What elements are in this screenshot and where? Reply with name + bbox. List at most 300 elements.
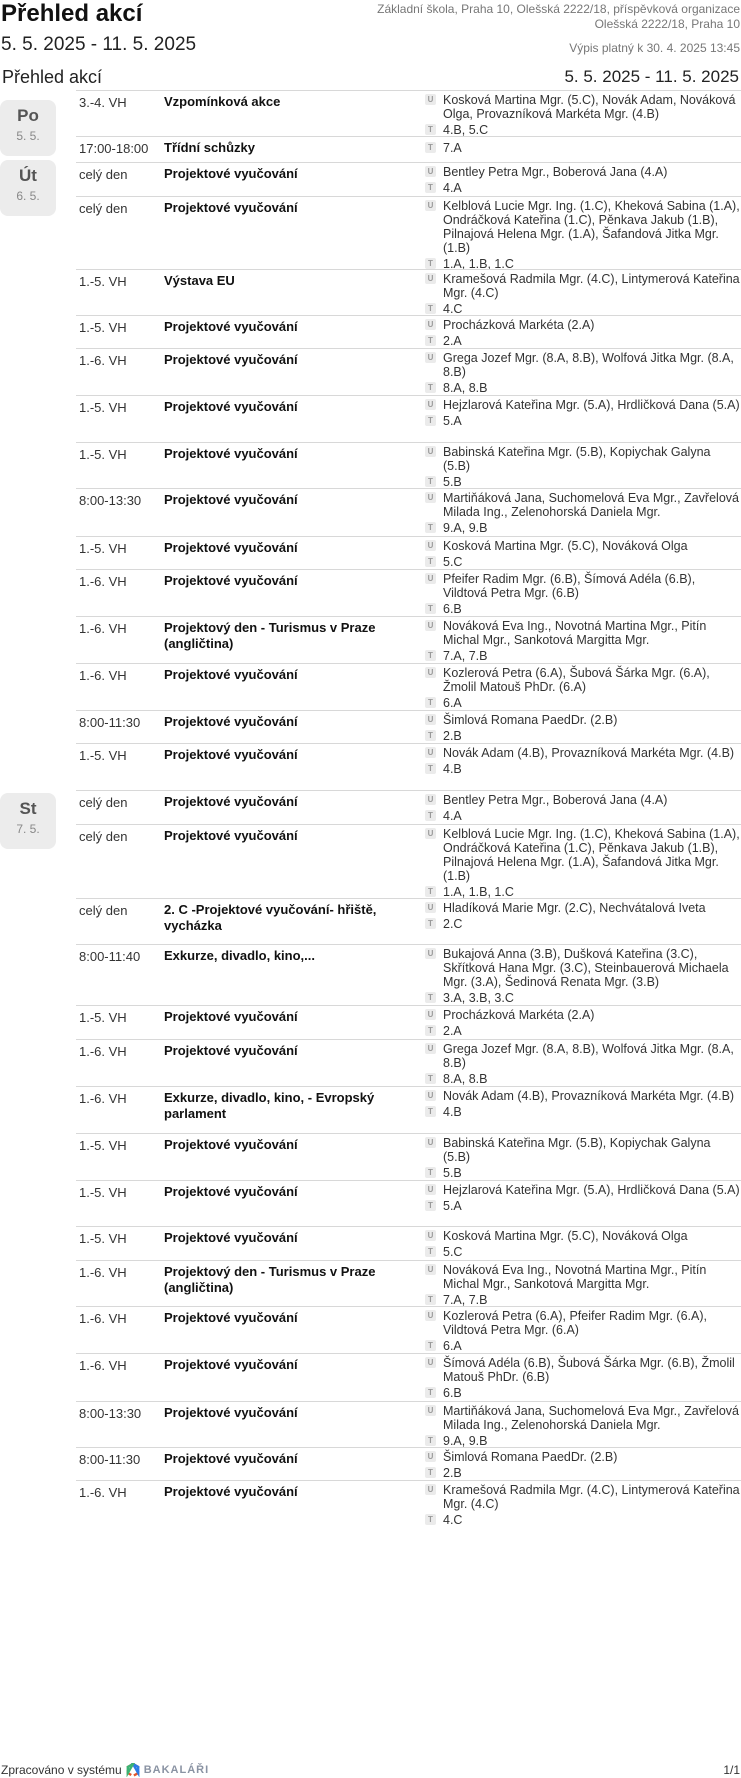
teacher-marker-icon: U (425, 1484, 436, 1495)
classes-text: 2.A (443, 334, 462, 348)
event-row (76, 663, 741, 710)
teacher-marker-icon: U (425, 166, 436, 177)
teacher-marker-icon: U (425, 902, 436, 913)
event-participants (424, 827, 740, 899)
event-time: 1.-5. VH (79, 320, 127, 335)
event-name: Třídní schůzky (164, 140, 256, 155)
teachers-text: Hejzlarová Kateřina Mgr. (5.A), Hrdličková Dana (5.A) (443, 398, 740, 412)
classes-text: 6.B (443, 1386, 462, 1400)
event-row (76, 710, 741, 743)
event-time: 1.-5. VH (79, 1138, 127, 1153)
event-participants (424, 491, 740, 535)
classes-row (424, 649, 740, 663)
validity-timestamp: Výpis platný k 30. 4. 2025 13:45 (569, 41, 740, 55)
event-time: 1.-6. VH (79, 1358, 127, 1373)
teachers-text: Novák Adam (4.B), Provazníková Markéta Mgr. (4.B) (443, 746, 735, 760)
event-name: Projektové vyučování (164, 667, 298, 682)
classes-row (424, 475, 740, 489)
classes-row (424, 521, 740, 535)
teachers-row (424, 1229, 740, 1243)
event-row (76, 1039, 741, 1086)
teacher-marker-icon: U (425, 399, 436, 410)
event-name: Vzpomínková akce (164, 94, 281, 109)
event-participants (424, 1404, 740, 1448)
classes-row (424, 141, 740, 155)
section-title: Přehled akcí (2, 67, 103, 87)
teachers-text: Martiňáková Jana, Suchomelová Eva Mgr., Zavřelová Milada Ing., Zelenohorská Daniela Mgr. (443, 1404, 739, 1432)
class-marker-icon: T (425, 1514, 436, 1525)
event-participants (424, 572, 740, 616)
event-name: Projektové vyučování (164, 573, 298, 588)
event-name: Projektové vyučování (164, 166, 298, 181)
event-time: 1.-6. VH (79, 353, 127, 368)
teachers-row (424, 351, 740, 379)
event-time: celý den (79, 795, 128, 810)
event-time: 8:00-13:30 (79, 493, 142, 508)
event-participants (424, 351, 740, 395)
day-date: 7. 5. (16, 822, 40, 836)
event-participants (424, 619, 740, 663)
event-name: Projektové vyučování (164, 1405, 298, 1420)
class-marker-icon: T (425, 258, 436, 269)
event-participants (424, 947, 740, 1005)
teacher-marker-icon: U (425, 319, 436, 330)
event-time: celý den (79, 829, 128, 844)
event-name: Exkurze, divadlo, kino, - Evropský parlament (164, 1090, 375, 1121)
teachers-text: Kozlerová Petra (6.A), Pfeifer Radim Mgr. (6.A), Vildtová Petra Mgr. (6.A) (443, 1309, 707, 1337)
event-row (76, 1180, 741, 1226)
class-marker-icon: T (425, 1025, 436, 1036)
teacher-marker-icon: U (425, 828, 436, 839)
event-name: Projektové vyučování (164, 794, 298, 809)
classes-row (424, 1466, 740, 1480)
event-row (76, 536, 741, 569)
teachers-text: Kosková Martina Mgr. (5.C), Nováková Olga (443, 1229, 688, 1243)
event-name: Projektové vyučování (164, 540, 298, 555)
teachers-row (424, 1404, 740, 1432)
teachers-row (424, 539, 740, 553)
school-info (320, 2, 740, 32)
event-time: 1.-6. VH (79, 621, 127, 636)
event-name: Projektové vyučování (164, 1310, 298, 1325)
classes-text: 5.B (443, 1166, 462, 1180)
teacher-marker-icon: U (425, 1043, 436, 1054)
teachers-text: Nováková Eva Ing., Novotná Martina Mgr., Pitín Michal Mgr., Sankotová Margitta Mgr. (443, 619, 707, 647)
teacher-marker-icon: U (425, 1230, 436, 1241)
day-name: St (19, 799, 37, 818)
event-participants (424, 272, 740, 316)
event-time: 1.-5. VH (79, 1231, 127, 1246)
event-participants (424, 666, 740, 710)
teachers-row (424, 666, 740, 694)
teachers-text: Babinská Kateřina Mgr. (5.B), Kopiychak Galyna (5.B) (443, 1136, 711, 1164)
class-marker-icon: T (425, 1073, 436, 1084)
event-participants (424, 1356, 740, 1400)
day-badge (0, 160, 56, 216)
event-row (76, 1353, 741, 1401)
event-time: 1.-6. VH (79, 1311, 127, 1326)
event-participants (424, 1483, 740, 1527)
event-row (76, 1480, 741, 1526)
teacher-marker-icon: U (425, 1405, 436, 1416)
class-marker-icon: T (425, 603, 436, 614)
event-participants (424, 165, 740, 195)
class-marker-icon: T (425, 1340, 436, 1351)
teachers-row (424, 1309, 740, 1337)
teacher-marker-icon: U (425, 446, 436, 457)
event-row (76, 348, 741, 395)
teachers-text: Hejzlarová Kateřina Mgr. (5.A), Hrdličková Dana (5.A) (443, 1183, 740, 1197)
event-name: Projektové vyučování (164, 492, 298, 507)
teachers-row (424, 572, 740, 600)
event-time: celý den (79, 167, 128, 182)
event-name: Projektové vyučování (164, 1184, 298, 1199)
teachers-text: Šimlová Romana PaedDr. (2.B) (443, 1450, 618, 1464)
event-name: Projektové vyučování (164, 1009, 298, 1024)
teachers-row (424, 746, 740, 760)
event-name: Projektové vyučování (164, 828, 298, 843)
classes-text: 6.B (443, 602, 462, 616)
event-row (76, 1401, 741, 1447)
report-title: Přehled akcí (1, 0, 143, 27)
event-row (76, 1226, 741, 1260)
class-marker-icon: T (425, 650, 436, 661)
teachers-text: Bukajová Anna (3.B), Dušková Kateřina (3.C), Skřítková Hana Mgr. (3.C), Steinbauerová Michaela Mgr. (3.A), Šedinová Renata Mgr. (3.B) (443, 947, 729, 989)
teachers-text: Šímová Adéla (6.B), Šubová Šárka Mgr. (6.B), Žmolil Matouš PhDr. (6.B) (443, 1356, 735, 1384)
classes-text: 8.A, 8.B (443, 1072, 488, 1086)
teacher-marker-icon: U (425, 794, 436, 805)
day-date: 5. 5. (16, 129, 40, 143)
classes-text: 5.A (443, 1199, 462, 1213)
event-row (76, 1306, 741, 1353)
teacher-marker-icon: U (425, 714, 436, 725)
event-participants (424, 1309, 740, 1353)
class-marker-icon: T (425, 382, 436, 393)
report-header (0, 0, 741, 100)
event-row (76, 824, 741, 898)
event-row (76, 162, 741, 196)
event-row (76, 136, 741, 160)
day-name: Út (19, 166, 37, 185)
page-number: 1/1 (723, 1763, 740, 1777)
class-marker-icon: T (425, 124, 436, 135)
event-time: celý den (79, 201, 128, 216)
classes-text: 2.B (443, 729, 462, 743)
teacher-marker-icon: U (425, 94, 436, 105)
class-marker-icon: T (425, 303, 436, 314)
event-participants (424, 746, 740, 776)
teachers-row (424, 398, 740, 412)
class-marker-icon: T (425, 992, 436, 1003)
event-participants (424, 318, 740, 348)
bakalari-logo-icon (126, 1763, 140, 1777)
classes-row (424, 1166, 740, 1180)
classes-row (424, 762, 740, 776)
event-row (76, 90, 741, 136)
teachers-row (424, 793, 740, 807)
report-date-range: 5. 5. 2025 - 11. 5. 2025 (1, 34, 197, 55)
teachers-text: Hladíková Marie Mgr. (2.C), Nechvátalová Iveta (443, 901, 706, 915)
event-row (76, 1133, 741, 1180)
teacher-marker-icon: U (425, 1451, 436, 1462)
classes-text: 5.C (443, 555, 463, 569)
teachers-text: Procházková Markéta (2.A) (443, 1008, 595, 1022)
class-marker-icon: T (425, 1167, 436, 1178)
class-marker-icon: T (425, 415, 436, 426)
classes-text: 4.A (443, 181, 462, 195)
teacher-marker-icon: U (425, 667, 436, 678)
event-row (76, 1086, 741, 1133)
event-row (76, 315, 741, 348)
classes-row (424, 334, 740, 348)
event-time: 1.-6. VH (79, 574, 127, 589)
classes-row (424, 1386, 740, 1400)
class-marker-icon: T (425, 522, 436, 533)
teachers-row (424, 199, 740, 255)
event-participants (424, 445, 740, 489)
class-marker-icon: T (425, 1106, 436, 1117)
teacher-marker-icon: U (425, 573, 436, 584)
teachers-text: Nováková Eva Ing., Novotná Martina Mgr., Pitín Michal Mgr., Sankotová Margitta Mgr. (443, 1263, 707, 1291)
class-marker-icon: T (425, 1200, 436, 1211)
event-participants (424, 199, 740, 271)
classes-row (424, 917, 740, 931)
classes-text: 4.B, 5.C (443, 123, 489, 137)
classes-text: 5.C (443, 1245, 463, 1259)
classes-row (424, 381, 740, 395)
event-participants (424, 1450, 740, 1480)
teacher-marker-icon: U (425, 352, 436, 363)
teachers-row (424, 165, 740, 179)
teachers-text: Procházková Markéta (2.A) (443, 318, 595, 332)
event-name: 2. C -Projektové vyučování- hřiště, vycházka (164, 902, 377, 933)
teachers-row (424, 1136, 740, 1164)
event-participants (424, 539, 740, 569)
class-marker-icon: T (425, 142, 436, 153)
teachers-row (424, 1183, 740, 1197)
event-time: 1.-5. VH (79, 748, 127, 763)
teacher-marker-icon: U (425, 620, 436, 631)
classes-row (424, 1072, 740, 1086)
classes-text: 4.B (443, 1105, 462, 1119)
classes-row (424, 302, 740, 316)
classes-row (424, 1105, 740, 1119)
teachers-row (424, 619, 740, 647)
classes-text: 2.B (443, 1466, 462, 1480)
class-marker-icon: T (425, 1294, 436, 1305)
event-name: Projektové vyučování (164, 1451, 298, 1466)
teachers-text: Kosková Martina Mgr. (5.C), Novák Adam, Nováková Olga, Provazníková Markéta Mgr. (4.B) (443, 93, 736, 121)
event-time: 1.-6. VH (79, 1044, 127, 1059)
event-time: 1.-5. VH (79, 1010, 127, 1025)
event-time: 3.-4. VH (79, 95, 127, 110)
teacher-marker-icon: U (425, 1090, 436, 1101)
teacher-marker-icon: U (425, 1310, 436, 1321)
classes-row (424, 1513, 740, 1527)
teachers-row (424, 947, 740, 989)
event-participants (424, 1042, 740, 1086)
event-row (76, 488, 741, 536)
event-time: 8:00-11:30 (79, 1452, 141, 1467)
teachers-text: Kosková Martina Mgr. (5.C), Nováková Olga (443, 539, 688, 553)
event-name: Projektové vyučování (164, 200, 298, 215)
teachers-text: Novák Adam (4.B), Provazníková Markéta Mgr. (4.B) (443, 1089, 735, 1103)
event-name: Projektové vyučování (164, 399, 298, 414)
event-name: Projektové vyučování (164, 1484, 298, 1499)
classes-text: 4.C (443, 302, 463, 316)
class-marker-icon: T (425, 1467, 436, 1478)
event-name: Projektový den - Turismus v Praze (angličtina) (164, 1264, 376, 1295)
event-participants (424, 1089, 740, 1119)
classes-row (424, 809, 740, 823)
classes-text: 6.A (443, 1339, 462, 1353)
class-marker-icon: T (425, 763, 436, 774)
event-name: Projektové vyučování (164, 319, 298, 334)
teachers-text: Kelblová Lucie Mgr. Ing. (1.C), Kheková Sabina (1.A), Ondráčková Kateřina (1.C), Pěnkava Jakub (1.B), Pilnajová Helena Mgr. (1.A), Šafandová Jitka Mgr. (1.B) (443, 199, 740, 255)
event-time: 1.-6. VH (79, 1265, 127, 1280)
teachers-text: Martiňáková Jana, Suchomelová Eva Mgr., Zavřelová Milada Ing., Zelenohorská Daniela Mgr. (443, 491, 739, 519)
event-participants (424, 713, 740, 743)
class-marker-icon: T (425, 182, 436, 193)
teachers-row (424, 1356, 740, 1384)
event-name: Projektové vyučování (164, 1357, 298, 1372)
classes-text: 2.A (443, 1024, 462, 1038)
teachers-row (424, 827, 740, 883)
event-time: 1.-5. VH (79, 447, 127, 462)
classes-row (424, 123, 740, 137)
teachers-row (424, 445, 740, 473)
classes-row (424, 555, 740, 569)
teachers-row (424, 713, 740, 727)
teachers-row (424, 1483, 740, 1511)
class-marker-icon: T (425, 810, 436, 821)
teachers-row (424, 1089, 740, 1103)
event-row (76, 944, 741, 1005)
teacher-marker-icon: U (425, 1264, 436, 1275)
brand-name: BAKALÁŘI (143, 1764, 210, 1776)
classes-row (424, 1434, 740, 1448)
event-row (76, 196, 741, 269)
classes-text: 6.A (443, 696, 462, 710)
event-name: Projektový den - Turismus v Praze (angličtina) (164, 620, 376, 651)
event-participants (424, 93, 740, 137)
classes-text: 5.A (443, 414, 462, 428)
event-name: Projektové vyučování (164, 1137, 298, 1152)
teacher-marker-icon: U (425, 1137, 436, 1148)
event-participants (424, 139, 740, 155)
teachers-row (424, 1042, 740, 1070)
event-row (76, 1447, 741, 1480)
event-row (76, 569, 741, 616)
event-row (76, 1005, 741, 1039)
classes-text: 5.B (443, 475, 462, 489)
teachers-text: Bentley Petra Mgr., Boberová Jana (4.A) (443, 793, 668, 807)
event-name: Projektové vyučování (164, 1230, 298, 1245)
teachers-text: Pfeifer Radim Mgr. (6.B), Šímová Adéla (6.B), Vildtová Petra Mgr. (6.B) (443, 572, 696, 600)
classes-text: 7.A (443, 141, 462, 155)
event-participants (424, 1008, 740, 1038)
event-name: Projektové vyučování (164, 1043, 298, 1058)
event-name: Exkurze, divadlo, kino,... (164, 948, 315, 963)
teachers-text: Grega Jozef Mgr. (8.A, 8.B), Wolfová Jitka Mgr. (8.A, 8.B) (443, 1042, 734, 1070)
teacher-marker-icon: U (425, 1009, 436, 1020)
class-marker-icon: T (425, 918, 436, 929)
teachers-text: Bentley Petra Mgr., Boberová Jana (4.A) (443, 165, 668, 179)
classes-row (424, 991, 740, 1005)
class-marker-icon: T (425, 1387, 436, 1398)
classes-row (424, 696, 740, 710)
event-time: 8:00-11:30 (79, 715, 141, 730)
teachers-row (424, 901, 740, 915)
classes-row (424, 729, 740, 743)
day-badge (0, 100, 56, 156)
event-row (76, 269, 741, 315)
event-time: celý den (79, 903, 128, 918)
classes-text: 2.C (443, 917, 463, 931)
event-time: 8:00-13:30 (79, 1406, 142, 1421)
school-name: Základní škola, Praha 10, Olešská 2222/18, příspěvková organizace (377, 2, 740, 16)
classes-row (424, 1199, 740, 1213)
class-marker-icon: T (425, 886, 436, 897)
class-marker-icon: T (425, 730, 436, 741)
section-date-range: 5. 5. 2025 - 11. 5. 2025 (564, 67, 739, 86)
classes-row (424, 602, 740, 616)
event-time: 17:00-18:00 (79, 141, 149, 156)
event-participants (424, 793, 740, 823)
event-time: 1.-5. VH (79, 541, 127, 556)
event-participants (424, 1263, 740, 1307)
teachers-text: Kozlerová Petra (6.A), Šubová Šárka Mgr. (6.A), Žmolil Matouš PhDr. (6.A) (443, 666, 710, 694)
classes-row (424, 414, 740, 428)
teacher-marker-icon: U (425, 273, 436, 284)
classes-text: 8.A, 8.B (443, 381, 488, 395)
classes-text: 9.A, 9.B (443, 521, 488, 535)
event-time: 1.-6. VH (79, 1485, 127, 1500)
classes-text: 1.A, 1.B, 1.C (443, 257, 514, 271)
classes-row (424, 1024, 740, 1038)
teacher-marker-icon: U (425, 200, 436, 211)
event-time: 1.-6. VH (79, 668, 127, 683)
footer-processed (1, 1763, 209, 1777)
teachers-row (424, 1263, 740, 1291)
class-marker-icon: T (425, 556, 436, 567)
class-marker-icon: T (425, 1435, 436, 1446)
event-participants (424, 1136, 740, 1180)
teachers-row (424, 318, 740, 332)
teachers-row (424, 93, 740, 121)
event-name: Projektové vyučování (164, 714, 298, 729)
classes-row (424, 181, 740, 195)
event-time: 1.-6. VH (79, 1091, 127, 1106)
classes-row (424, 1293, 740, 1307)
class-marker-icon: T (425, 1246, 436, 1257)
school-address: Olešská 2222/18, Praha 10 (594, 17, 740, 31)
classes-text: 7.A, 7.B (443, 1293, 488, 1307)
event-time: 1.-5. VH (79, 274, 127, 289)
event-time: 1.-5. VH (79, 400, 127, 415)
classes-text: 4.C (443, 1513, 463, 1527)
footer-processed-text: Zpracováno v systému (1, 1763, 122, 1777)
event-row (76, 790, 741, 824)
event-participants (424, 1183, 740, 1213)
classes-row (424, 885, 740, 899)
teachers-row (424, 491, 740, 519)
classes-row (424, 1245, 740, 1259)
teachers-row (424, 272, 740, 300)
event-name: Výstava EU (164, 273, 235, 288)
teacher-marker-icon: U (425, 747, 436, 758)
teachers-text: Kramešová Radmila Mgr. (4.C), Lintymerová Kateřina Mgr. (4.C) (443, 272, 740, 300)
